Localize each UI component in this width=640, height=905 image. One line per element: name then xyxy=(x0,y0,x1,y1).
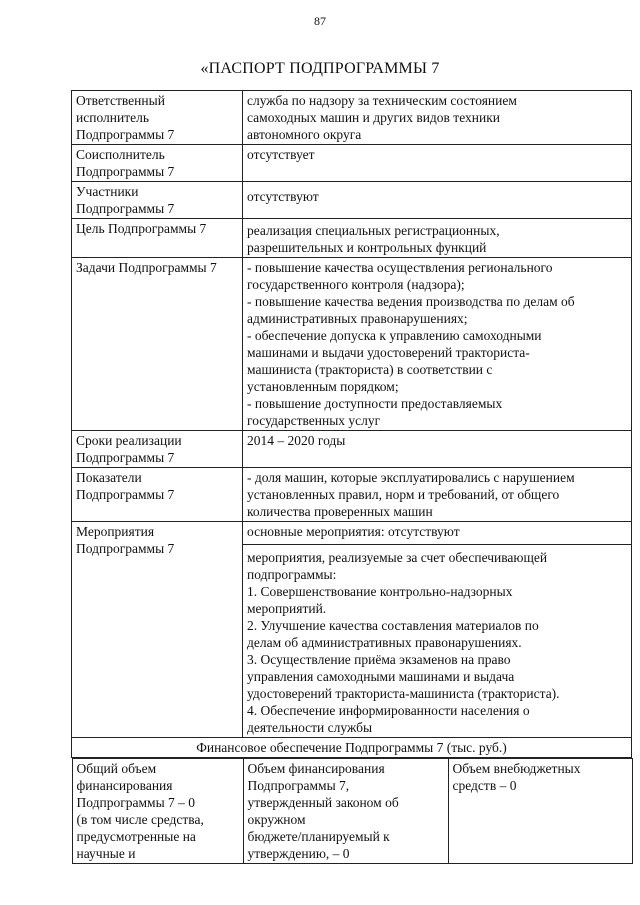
label-cell xyxy=(72,258,243,431)
row-tasks xyxy=(72,258,632,431)
text-line: Подпрограммы 7, xyxy=(247,778,350,793)
text-line: деятельности службы xyxy=(247,720,373,735)
text-line: 2014 – 2020 годы xyxy=(247,433,346,448)
text-line: отсутствует xyxy=(247,147,315,162)
page-number: 87 xyxy=(314,14,326,28)
text-line: Объем внебюджетных xyxy=(452,761,581,776)
text-line: отсутствуют xyxy=(247,189,319,204)
text-line: Цель Подпрограммы 7 xyxy=(76,221,207,236)
text-line: исполнитель xyxy=(76,110,149,125)
value-cell xyxy=(243,91,632,145)
text-line: 3. Осуществление приёма экзаменов на право xyxy=(247,652,511,667)
row-goal xyxy=(72,219,632,258)
value-cell xyxy=(243,145,632,182)
text-line: 1. Совершенствование контрольно-надзорных xyxy=(247,584,513,599)
document-title: «ПАСПОРТ ПОДПРОГРАММЫ 7 xyxy=(200,60,440,77)
text-line: Задачи Подпрограммы 7 xyxy=(76,260,217,275)
text-line: Подпрограммы 7 xyxy=(76,450,175,465)
text-line: 4. Обеспечение информированности населения о xyxy=(247,703,530,718)
row-financing-header xyxy=(72,738,632,758)
text-line: - повышение доступности предоставляемых xyxy=(247,396,503,411)
text-line: Подпрограммы 7 – 0 xyxy=(76,795,196,810)
row-responsible xyxy=(72,91,632,145)
label-cell xyxy=(72,522,243,738)
text-line: количества проверенных машин xyxy=(247,504,433,519)
text-line: установленных правил, норм и требований, от общего xyxy=(247,487,560,502)
text-line: - доля машин, которые эксплуатировались с нарушением xyxy=(247,470,575,485)
text-line: государственных услуг xyxy=(247,413,381,428)
row-indicators xyxy=(72,468,632,522)
financing-header: Финансовое обеспечение Подпрограммы 7 (тыс. руб.) xyxy=(72,738,632,758)
text-line: служба по надзору за техническим состоянием xyxy=(247,93,517,108)
text-line: Ответственный xyxy=(76,93,165,108)
label-cell xyxy=(72,431,243,468)
value-cell xyxy=(243,219,632,258)
text-line: разрешительных и контрольных функций xyxy=(247,240,487,255)
financing-extrabudget-cell xyxy=(448,759,632,864)
text-line: Общий объем xyxy=(76,761,157,776)
text-line: Подпрограммы 7 xyxy=(76,127,175,142)
text-line: подпрограммы: xyxy=(247,567,337,582)
text-line: утвержденный законом об xyxy=(247,795,399,810)
text-line: предусмотренные на xyxy=(76,829,196,844)
text-line: Участники xyxy=(76,184,139,199)
text-line: - повышение качества осуществления регионального xyxy=(247,260,553,275)
text-line: - обеспечение допуска к управлению самоходными xyxy=(247,328,542,343)
text-line: Подпрограммы 7 xyxy=(76,201,175,216)
value-cell xyxy=(243,431,632,468)
row-terms xyxy=(72,431,632,468)
text-line: - повышение качества ведения производства по делам об xyxy=(247,294,575,309)
text-line: установленным порядком; xyxy=(247,379,399,394)
text-line: административных правонарушениях; xyxy=(247,311,468,326)
row-activities-main xyxy=(72,522,632,545)
value-cell xyxy=(243,258,632,431)
text-line: основные мероприятия: отсутствуют xyxy=(247,524,460,539)
row-participants xyxy=(72,182,632,219)
text-line: Подпрограммы 7 xyxy=(76,487,175,502)
value-cell xyxy=(243,468,632,522)
value-cell xyxy=(243,522,632,545)
financing-table xyxy=(72,758,633,864)
financing-budget-cell xyxy=(243,759,448,864)
text-line: научные и xyxy=(76,846,136,861)
financing-container xyxy=(72,758,632,865)
text-line: реализация специальных регистрационных, xyxy=(247,223,500,238)
row-financing xyxy=(72,758,632,865)
text-line: управления самоходными машинами и выдача xyxy=(247,669,515,684)
label-cell xyxy=(72,145,243,182)
text-line: мероприятий. xyxy=(247,601,327,616)
text-line: средств – 0 xyxy=(452,778,517,793)
label-cell xyxy=(72,219,243,258)
label-cell xyxy=(72,91,243,145)
row-coexecutor xyxy=(72,145,632,182)
text-line: делам об административных правонарушениях. xyxy=(247,635,522,650)
text-line: Объем финансирования xyxy=(247,761,385,776)
text-line: государственного контроля (надзора); xyxy=(247,277,465,292)
financing-total-cell xyxy=(72,759,243,864)
text-line: (в том числе средства, xyxy=(76,812,204,827)
text-line: бюджете/планируемый к xyxy=(247,829,390,844)
label-cell xyxy=(72,468,243,522)
text-line: удостоверений тракториста-машиниста (тракториста). xyxy=(247,686,560,701)
passport-table xyxy=(71,90,632,864)
text-line: Подпрограммы 7 xyxy=(76,164,175,179)
text-line: мероприятия, реализуемые за счет обеспечивающей xyxy=(247,550,548,565)
value-cell xyxy=(243,545,632,738)
text-line: машиниста (тракториста) в соответствии с xyxy=(247,362,493,377)
text-line: Мероприятия xyxy=(76,524,155,539)
text-line: утверждению, – 0 xyxy=(247,846,350,861)
text-line: Сроки реализации xyxy=(76,433,182,448)
text-line: окружном xyxy=(247,812,306,827)
text-line: самоходных машин и других видов техники xyxy=(247,110,500,125)
text-line: машинами и выдачи удостоверений тракториста- xyxy=(247,345,530,360)
value-cell xyxy=(243,182,632,219)
text-line: финансирования xyxy=(76,778,173,793)
label-cell xyxy=(72,182,243,219)
text-line: Соисполнитель xyxy=(76,147,165,162)
text-line: Показатели xyxy=(76,470,142,485)
text-line: 2. Улучшение качества составления материалов по xyxy=(247,618,539,633)
text-line: Подпрограммы 7 xyxy=(76,541,175,556)
text-line: автономного округа xyxy=(247,127,362,142)
